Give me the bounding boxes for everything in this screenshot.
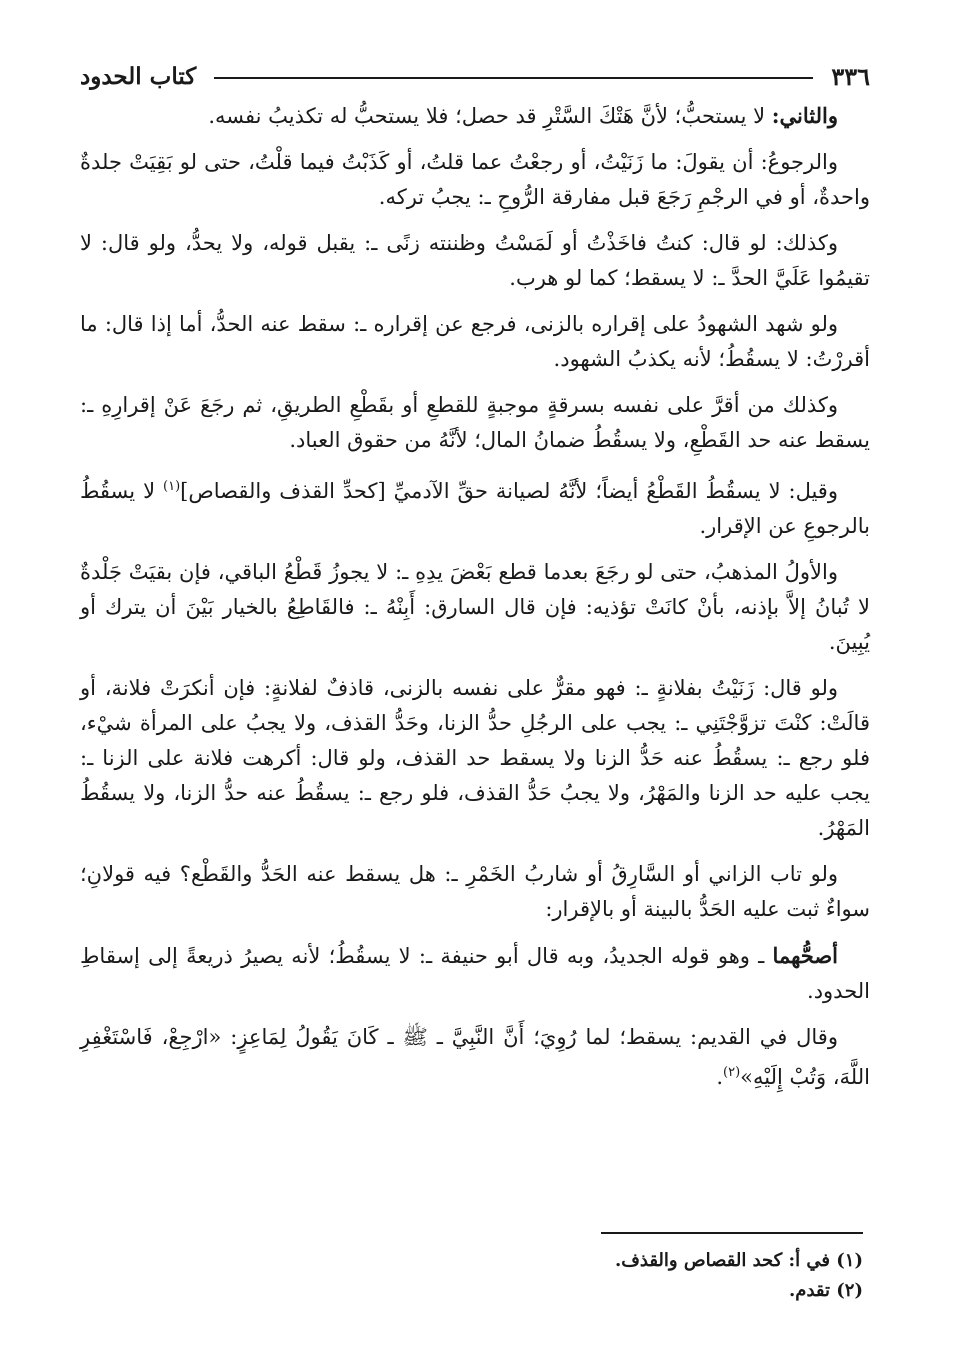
paragraph-lead: والثاني: (771, 103, 838, 128)
paragraph (80, 145, 870, 215)
paragraph-text-continued: لا يسقُطُ بالرجوعِ عن الإقرار. (80, 479, 870, 538)
paragraph-text: ولو تاب الزاني أو السَّارِقُ أو شاربُ الخَمْرِ ـ: هل يسقط عنه الحَدُّ والقَطْع؟ فيه قولانِ؛ سواءٌ ثبت عليه الحَدُّ بالبينة أو بالإقرار: (80, 862, 870, 921)
footnote-marker: (١) (163, 479, 181, 494)
paragraph-text: ولو شهد الشهودُ على إقراره بالزنى، فرجع عن إقراره ـ: سقط عنه الحدُّ، أما إذا قال: ما أقررْتُ: لا يسقُطُ؛ لأنه يكذبُ الشهود. (80, 312, 870, 371)
paragraph-text: وقال في القديم: يسقط؛ لما رُوِيَ؛ أَنَّ النَّبِيَّ ـ ﷺ ـ كَانَ يَقُولُ لِمَاعِزٍ: «ارْجِعْ، فَاسْتَغْفِرِ اللَّهَ، وَتُبْ إِلَيْهِ» (80, 1025, 870, 1089)
paragraph (80, 555, 870, 660)
paragraph (80, 1020, 870, 1095)
footnote: (١) في أ: كحد القصاص والقذف. (614, 1250, 863, 1271)
paragraph-text-continued: . (716, 1065, 723, 1089)
paragraph-text: وكذلك: لو قال: كنتُ فاخَذْتُ أو لَمَسْتُ وظننته زنًى ـ: يقبل قوله، ولا يحدُّ، ولو قال: لا تقيمُوا عَلَيَّ الحدَّ ـ: لا يسقط؛ كما لو هرب. (80, 231, 870, 290)
page-number: ٣٣٦ (831, 61, 870, 91)
paragraph-text: ـ وهو قوله الجديدُ، وبه قال أبو حنيفة ـ: لا يسقُطُ؛ لأنه يصيرُ ذريعةً إلى إسقاطِ الحدود. (80, 944, 870, 1003)
paragraph (80, 307, 870, 377)
paragraph-lead: أصحُّهما (772, 943, 838, 968)
paragraph-text: وقيل: لا يسقُطُ القَطْعُ أيضاً؛ لأنَّهُ لصيانة حقِّ الآدميِّ [كحدِّ القذف والقصاص] (180, 479, 838, 503)
paragraph (80, 671, 870, 846)
paragraph (80, 938, 870, 1009)
paragraph (80, 98, 870, 134)
paragraph (80, 388, 870, 458)
footnote: (٢) تقدم. (789, 1280, 863, 1301)
page-header (80, 56, 870, 96)
paragraph-text: والرجوعُ: أن يقولَ: ما زَنَيْتُ، أو رجعْتُ عما قلتُ، أو كَذَبْتُ فيما قلْتُ، حتى لو بَقِيَتْ جلدةٌ واحدةٌ، أو في الرجْمِ رَجَعَ قبل مفارقة الرُّوحِ ـ: يجبُ تركه. (80, 150, 870, 209)
paragraph (80, 469, 870, 544)
footnote-rule (601, 1232, 863, 1234)
paragraph-text: والأولُ المذهبُ، حتى لو رجَعَ بعدما قطع بَعْضَ يدِهِ ـ: لا يجوزُ قَطْعُ الباقي، فإن بقيَتْ جَلْدةٌ لا تُبانُ إلاَّ بإذنه، بأنْ كانَتْ تؤذيه: فإن قال السارق: أَبِنْهُ ـ: فالقَاطِعُ بالخيار بَيْنَ أن يترك أو يُبِينَ. (80, 560, 870, 654)
paragraph-text: ولو قال: زَنَيْتُ بفلانةٍ ـ: فهو مقرٌّ على نفسه بالزنى، قاذفٌ لفلانةٍ: فإن أنكرَتْ فلانة، أو قالَتْ: كنْتَ تزوَّجْتَنِي ـ: يجب على الرجُلِ حدُّ الزنا، وحَدُّ القذف، ولا يجبُ على المرأة شيْء، فلو رجع ـ: يسقُطُ عنه حَدُّ الزنا ولا يسقط حد القذف، ولو قال: أكرهت فلانة على الزنا ـ: يجب عليه حد الزنا والمَهْرُ، ولا يجبُ حَدُّ القذف، فلو رجع ـ: يسقُطُ عنه حدُّ الزنا، ولا يسقُطُ المَهْرُ. (80, 676, 870, 840)
running-title: كتاب الحدود (80, 62, 197, 90)
paragraph (80, 226, 870, 296)
paragraph-text: وكذلك من أقرَّ على نفسه بسرقةٍ موجبةٍ للقطعِ أو بقَطْعِ الطريقِ، ثم رجَعَ عَنْ إقرارِهِ ـ: يسقط عنه حد القَطْعِ، ولا يسقُطُ ضمانُ المال؛ لأنَّهُ من حقوق العباد. (80, 393, 870, 452)
header-rule (214, 77, 813, 79)
footnotes (163, 1246, 863, 1306)
paragraph (80, 857, 870, 927)
paragraph-text: لا يستحبُّ؛ لأنَّ هَتْكَ السَّتْرِ قد حصل؛ فلا يستحبُّ له تكذيبُ نفسه. (208, 104, 772, 128)
footnote-marker: (٢) (723, 1065, 741, 1080)
body-text (80, 98, 870, 1106)
